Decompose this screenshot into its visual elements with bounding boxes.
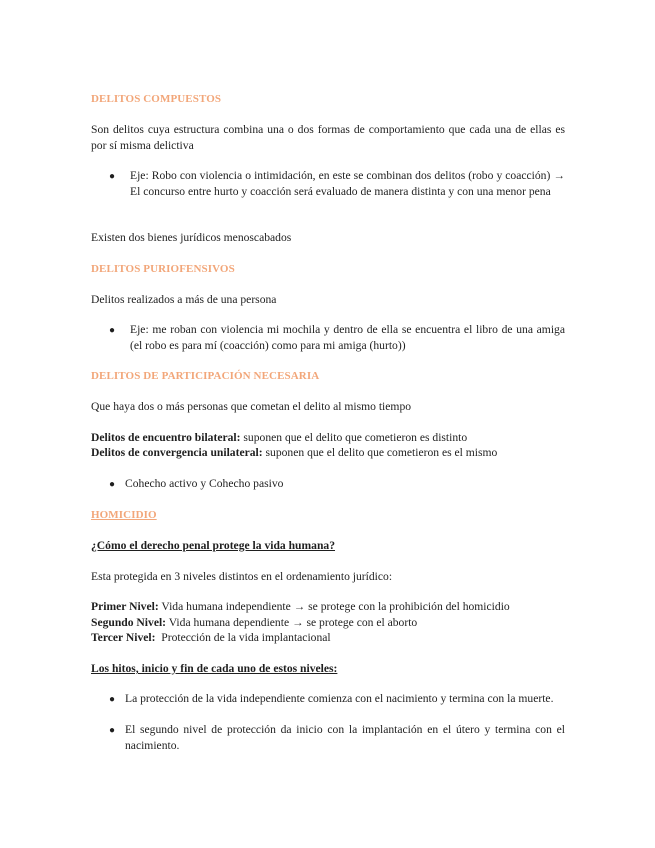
level-primer-nivel [91, 599, 565, 615]
level-label: Segundo Nivel: [91, 616, 167, 629]
level-text: Protección de la vida implantacional [155, 631, 331, 644]
list-item-compuestos-example: Eje: Robo con violencia o intimidación, en este se combinan dos delitos (robo y coacción) → El concurso entre hurto y coacción será evaluado de manera distinta y con una menor pena [130, 169, 565, 198]
bullet-icon: ● [109, 725, 116, 736]
level-label: Tercer Nivel: [91, 631, 156, 644]
subheading-hitos: Los hitos, inicio y fin de cada uno de estos niveles: [91, 662, 338, 675]
list-item-vida-independiente: La protección de la vida independiente comienza con el nacimiento y termina con la muerte. [125, 692, 554, 705]
paragraph-participacion-definition: Que haya dos o más personas que cometan el delito al mismo tiempo [91, 400, 412, 413]
level-text: Vida humana dependiente → se protege con el aborto [166, 616, 418, 629]
bullet-icon: ● [109, 171, 116, 182]
heading-delitos-compuestos: DELITOS COMPUESTOS [91, 93, 222, 105]
paragraph-compuestos-definition: Son delitos cuya estructura combina una o dos formas de comportamiento que cada una de ellas es por sí misma delictiva [91, 123, 565, 152]
level-label: Primer Nivel: [91, 600, 159, 613]
bullet-icon: ● [109, 479, 116, 490]
paragraph-puriofensivos-definition: Delitos realizados a más de una persona [91, 293, 277, 306]
list-item-segundo-nivel: El segundo nivel de protección da inicio con la implantación en el útero y termina con el nacimiento. [125, 723, 565, 752]
level-segundo-nivel [91, 615, 565, 631]
definition-label: Delitos de convergencia unilateral: [91, 446, 263, 459]
definition-convergencia-unilateral [91, 445, 565, 461]
paragraph-niveles: Esta protegida en 3 niveles distintos en el ordenamiento jurídico: [91, 570, 393, 583]
definition-label: Delitos de encuentro bilateral: [91, 431, 241, 444]
definition-text: suponen que el delito que cometieron es distinto [240, 431, 468, 444]
subheading-proteccion-vida: ¿Cómo el derecho penal protege la vida humana? [91, 539, 336, 552]
heading-homicidio: HOMICIDIO [91, 509, 157, 521]
heading-participacion-necesaria: DELITOS DE PARTICIPACIÓN NECESARIA [91, 370, 320, 382]
heading-delitos-puriofensivos: DELITOS PURIOFENSIVOS [91, 263, 235, 275]
list-item-puriofensivos-example: Eje: me roban con violencia mi mochila y dentro de ella se encuentra el libro de una amiga (el robo es para mí (coacción) como para mi amiga (hurto)) [130, 323, 565, 352]
list-item-cohecho: Cohecho activo y Cohecho pasivo [125, 477, 284, 490]
paragraph-bienes-juridicos: Existen dos bienes jurídicos menoscabados [91, 231, 292, 244]
definition-encuentro-bilateral [91, 430, 565, 446]
bullet-icon: ● [109, 325, 116, 336]
level-tercer-nivel [91, 630, 565, 646]
level-text: Vida humana independiente → se protege con la prohibición del homicidio [158, 600, 510, 613]
bullet-icon: ● [109, 694, 116, 705]
definition-text: suponen que el delito que cometieron es el mismo [262, 446, 498, 459]
